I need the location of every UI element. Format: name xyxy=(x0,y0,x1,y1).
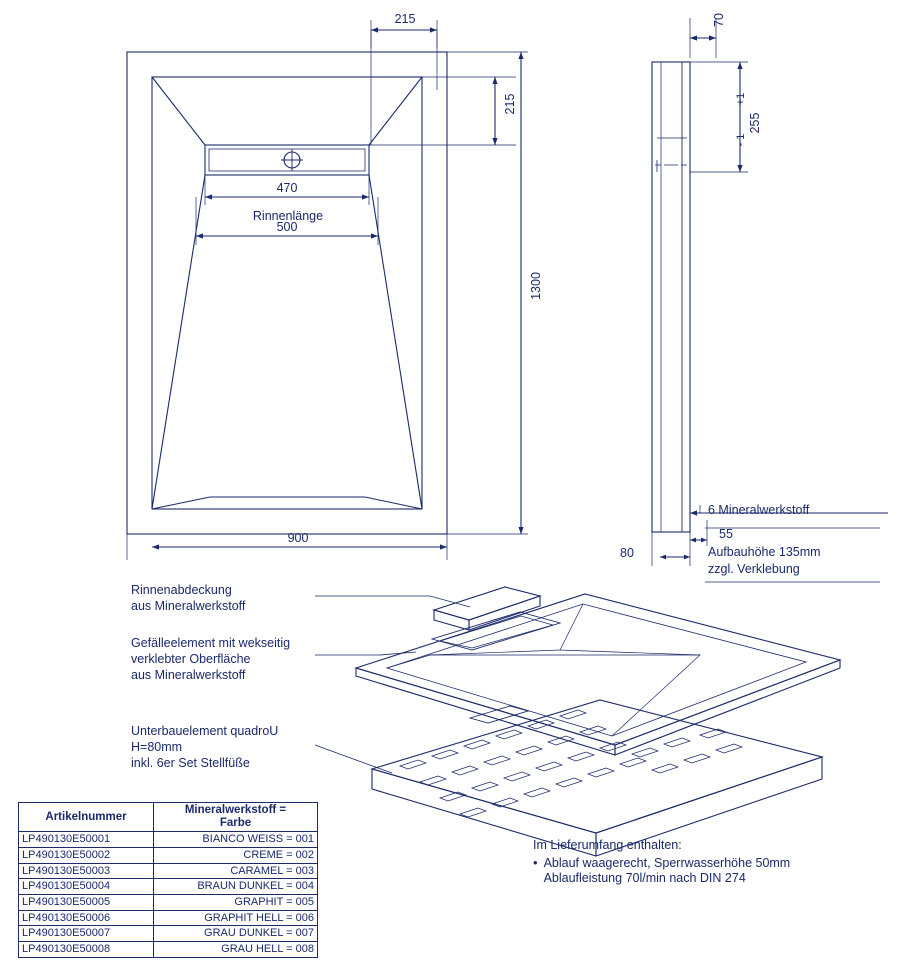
table-cell-color: GRAPHIT = 005 xyxy=(154,895,318,911)
table-cell-color: BIANCO WEISS = 001 xyxy=(154,832,318,848)
delivery-note-line2: Ablaufleistung 70l/min nach DIN 274 xyxy=(543,871,746,886)
dim-label-55: 55 xyxy=(719,527,733,541)
dim-label-70: 70 xyxy=(712,13,726,27)
iso-slope-fold-3 xyxy=(430,650,560,655)
side-view-outline xyxy=(652,62,690,532)
callout-slope-line3: aus Mineralwerkstoff xyxy=(131,668,246,682)
table-row xyxy=(19,941,318,957)
slope-bottom-edge xyxy=(152,497,422,509)
table-header-row xyxy=(19,803,318,832)
table-cell-color: BRAUN DUNKEL = 004 xyxy=(154,879,318,895)
callout-slope-line2: verklebter Oberfläche xyxy=(131,652,251,666)
drain-cross xyxy=(281,149,303,171)
dim-label-470: 470 xyxy=(276,181,298,195)
table-header-farbe-line1: Mineralwerkstoff = xyxy=(184,804,287,816)
delivery-note-box xyxy=(533,838,893,887)
iso-slope-plate-edge-right xyxy=(615,660,840,755)
callout-base-line3: inkl. 6er Set Stellfüße xyxy=(131,756,250,770)
label-rinnenlaenge: Rinnenlänge xyxy=(252,209,324,223)
dim-label-material: 6 Mineralwerkstoff xyxy=(708,503,810,517)
table-row xyxy=(19,926,318,942)
delivery-note-bullet xyxy=(533,856,893,887)
slope-line-bl xyxy=(152,175,205,509)
table-cell-article: LP490130E50006 xyxy=(19,910,154,926)
table-header-farbe-line2: Farbe xyxy=(219,817,252,830)
table-cell-color: GRAPHIT HELL = 006 xyxy=(154,910,318,926)
iso-base-drain-opening xyxy=(470,706,528,723)
table-header-farbe xyxy=(154,803,318,832)
table-cell-color: GRAU HELL = 008 xyxy=(154,941,318,957)
table-cell-article: LP490130E50008 xyxy=(19,941,154,957)
note-aufbauhoehe-line1: Aufbauhöhe 135mm xyxy=(708,545,821,559)
table-cell-article: LP490130E50002 xyxy=(19,848,154,864)
table-row xyxy=(19,848,318,864)
iso-channel-cover-edge xyxy=(434,610,469,630)
iso-slope-plate-edge xyxy=(356,668,615,755)
iso-channel-cover-edge-right xyxy=(469,596,540,630)
dim-label-500: 500 xyxy=(276,220,298,234)
table-cell-article: LP490130E50001 xyxy=(19,832,154,848)
bullet-icon: • xyxy=(533,854,538,870)
callout-cover-line1: Rinnenabdeckung xyxy=(131,583,232,597)
dim-label-255-tol-plus: +1 xyxy=(735,92,747,106)
dim-label-1300: 1300 xyxy=(529,272,543,300)
callout-cover-line2: aus Mineralwerkstoff xyxy=(131,599,246,613)
dim-label-80: 80 xyxy=(620,546,634,560)
delivery-note-title: Im Lieferumfang enthalten: xyxy=(533,838,682,852)
table-row xyxy=(19,832,318,848)
dim-label-215-vertical: 215 xyxy=(503,93,517,115)
table-header-artikelnummer: Artikelnummer xyxy=(19,803,154,832)
table-cell-color: GRAU DUNKEL = 007 xyxy=(154,926,318,942)
slope-line-tl xyxy=(152,77,205,145)
table-cell-article: LP490130E50003 xyxy=(19,863,154,879)
table-cell-article: LP490130E50005 xyxy=(19,895,154,911)
table-row xyxy=(19,863,318,879)
iso-slope-inner xyxy=(387,604,806,736)
slope-line-tr xyxy=(369,77,422,145)
front-view-outline xyxy=(127,52,447,534)
iso-slope-plate xyxy=(356,594,840,745)
article-table xyxy=(18,802,318,958)
table-row xyxy=(19,879,318,895)
dim-label-215-top: 215 xyxy=(394,12,416,26)
dim-label-900: 900 xyxy=(287,531,309,545)
table-cell-article: LP490130E50004 xyxy=(19,879,154,895)
table-cell-color: CARAMEL = 003 xyxy=(154,863,318,879)
leader-callout-slope xyxy=(315,652,416,655)
iso-slope-fold-2 xyxy=(560,604,700,655)
note-aufbauhoehe-line2: zzgl. Verklebung xyxy=(708,562,800,576)
delivery-note-bullet-text xyxy=(544,856,791,887)
callout-base-line2: H=80mm xyxy=(131,740,183,754)
callout-base-line1: Unterbauelement quadroU xyxy=(131,724,279,738)
table-cell-article: LP490130E50007 xyxy=(19,926,154,942)
table-row xyxy=(19,910,318,926)
iso-channel-slot xyxy=(432,612,560,650)
delivery-note-line1: Ablauf waagerecht, Sperrwasserhöhe 50mm xyxy=(543,855,791,870)
iso-base-top xyxy=(372,700,822,833)
leader-callout-base xyxy=(315,745,392,773)
front-view-inner-outline xyxy=(152,77,422,509)
dim-label-255: 255 xyxy=(748,112,762,134)
table-cell-color: CREME = 002 xyxy=(154,848,318,864)
slope-line-br xyxy=(369,175,422,509)
table-row xyxy=(19,895,318,911)
dim-label-255-tol-minus: - 1 xyxy=(735,133,747,147)
callout-slope-line1: Gefälleelement mit wekseitig xyxy=(131,636,291,650)
